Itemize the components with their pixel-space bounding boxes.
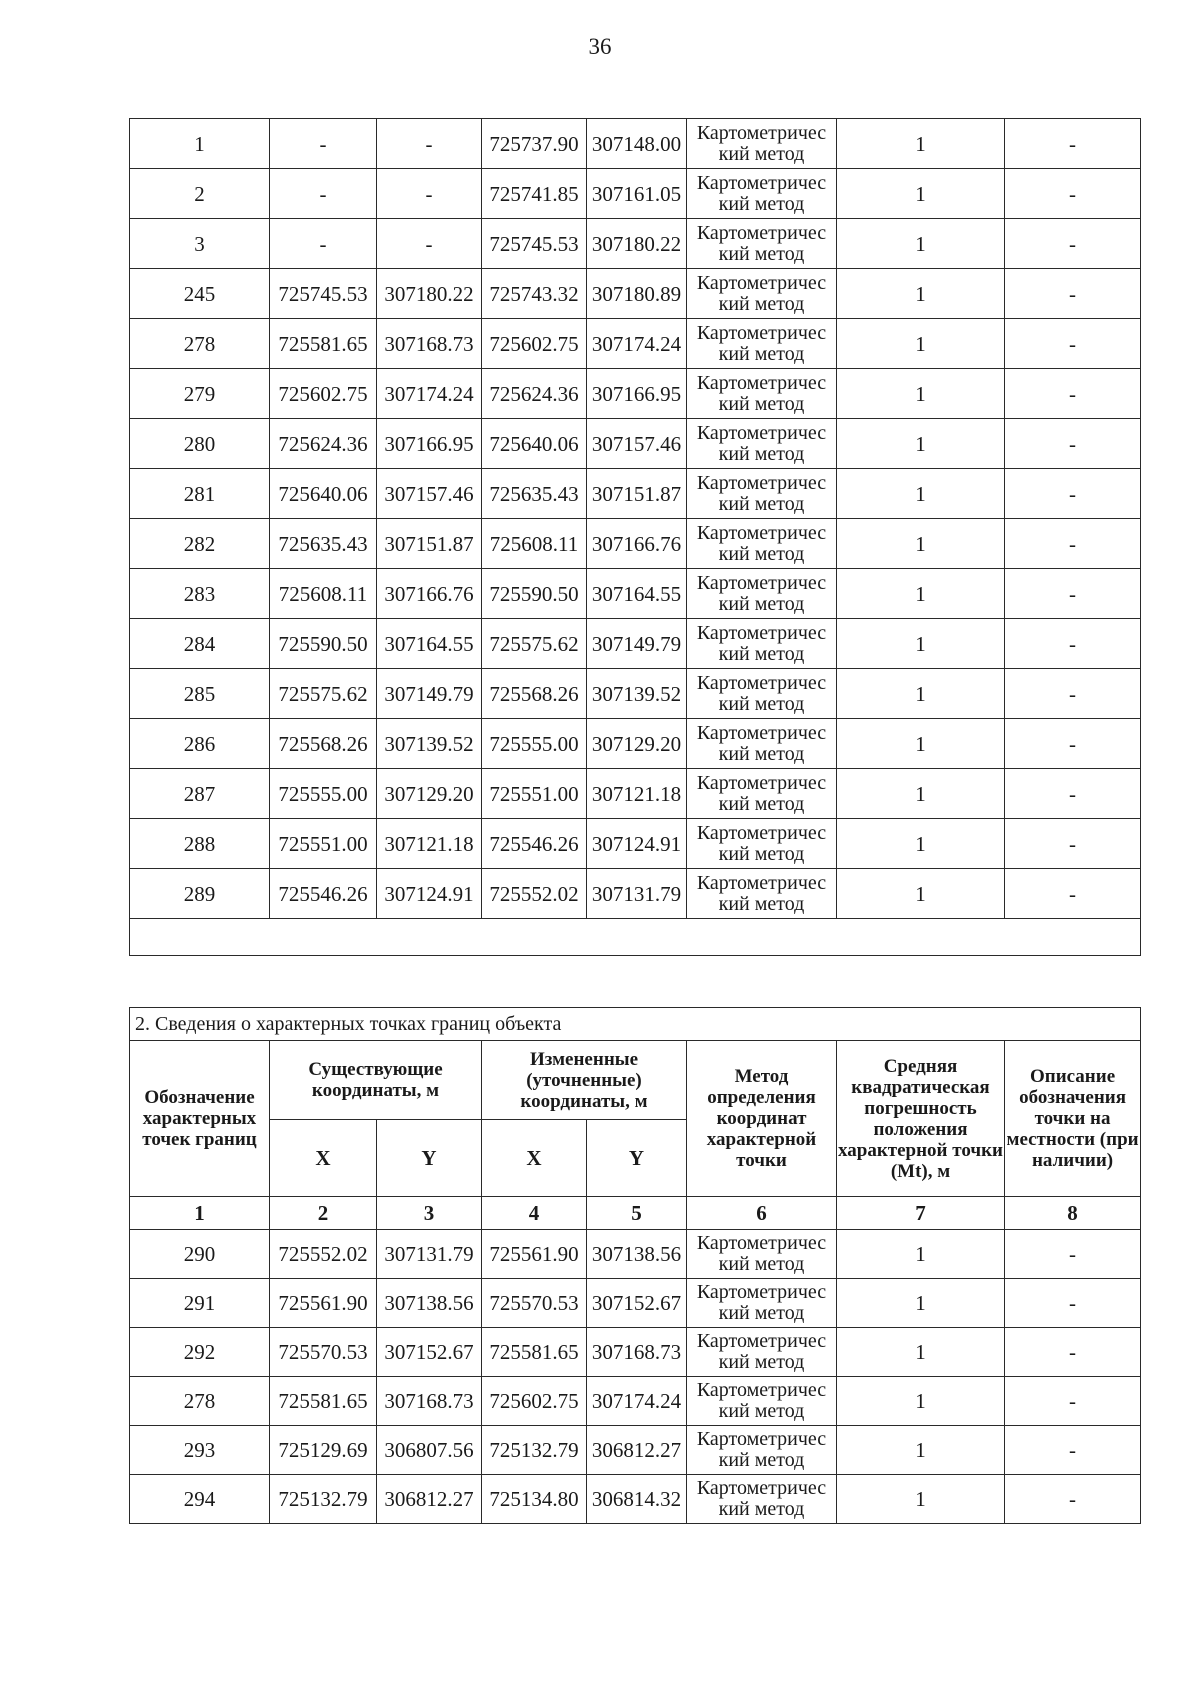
cell-existing-x: - xyxy=(270,169,377,219)
cell-existing-y: 307168.73 xyxy=(377,319,482,369)
cell-existing-y: 307166.76 xyxy=(377,569,482,619)
cell-changed-y: 307121.18 xyxy=(587,769,687,819)
cell-existing-x: 725640.06 xyxy=(270,469,377,519)
cell-method: Картометричес кий метод xyxy=(687,1328,837,1377)
cell-point: 293 xyxy=(130,1426,270,1475)
cell-method: Картометричес кий метод xyxy=(687,1426,837,1475)
cell-description: - xyxy=(1005,769,1141,819)
cell-error: 1 xyxy=(837,269,1005,319)
header-existing-coords: Существующие координаты, м xyxy=(270,1041,482,1120)
cell-changed-y: 307157.46 xyxy=(587,419,687,469)
cell-error: 1 xyxy=(837,1377,1005,1426)
cell-method: Картометричес кий метод xyxy=(687,719,837,769)
cell-error: 1 xyxy=(837,219,1005,269)
cell-changed-x: 725608.11 xyxy=(482,519,587,569)
cell-method: Картометричес кий метод xyxy=(687,1279,837,1328)
cell-existing-x: 725608.11 xyxy=(270,569,377,619)
column-number: 8 xyxy=(1005,1197,1141,1230)
cell-changed-y: 307164.55 xyxy=(587,569,687,619)
table-row xyxy=(130,119,1141,169)
table-row xyxy=(130,1426,1141,1475)
cell-existing-y: 307138.56 xyxy=(377,1279,482,1328)
cell-description: - xyxy=(1005,819,1141,869)
cell-existing-x: 725546.26 xyxy=(270,869,377,919)
cell-existing-x: 725129.69 xyxy=(270,1426,377,1475)
cell-error: 1 xyxy=(837,869,1005,919)
column-numbers-row xyxy=(130,1197,1141,1230)
cell-changed-x: 725552.02 xyxy=(482,869,587,919)
cell-existing-x: 725602.75 xyxy=(270,369,377,419)
cell-changed-x: 725570.53 xyxy=(482,1279,587,1328)
cell-point: 286 xyxy=(130,719,270,769)
cell-error: 1 xyxy=(837,669,1005,719)
table-row xyxy=(130,419,1141,469)
table-row xyxy=(130,1230,1141,1279)
cell-error: 1 xyxy=(837,569,1005,619)
cell-point: 1 xyxy=(130,119,270,169)
header-description: Описание обозначения точки на местности (при наличии) xyxy=(1005,1041,1141,1197)
cell-method: Картометричес кий метод xyxy=(687,769,837,819)
cell-existing-x: 725590.50 xyxy=(270,619,377,669)
table-row xyxy=(130,369,1141,419)
cell-method: Картометричес кий метод xyxy=(687,569,837,619)
cell-point: 284 xyxy=(130,619,270,669)
header-error: Средняя квадратическая погрешность положения характерной точки (Mt), м xyxy=(837,1041,1005,1197)
cell-method: Картометричес кий метод xyxy=(687,119,837,169)
cell-description: - xyxy=(1005,569,1141,619)
cell-existing-x: 725581.65 xyxy=(270,1377,377,1426)
cell-error: 1 xyxy=(837,1475,1005,1524)
table-row xyxy=(130,769,1141,819)
cell-point: 281 xyxy=(130,469,270,519)
cell-changed-x: 725602.75 xyxy=(482,319,587,369)
cell-method: Картометричес кий метод xyxy=(687,469,837,519)
cell-existing-y: 307157.46 xyxy=(377,469,482,519)
cell-point: 282 xyxy=(130,519,270,569)
cell-changed-x: 725640.06 xyxy=(482,419,587,469)
cell-error: 1 xyxy=(837,1230,1005,1279)
cell-existing-y: 307124.91 xyxy=(377,869,482,919)
cell-existing-x: 725555.00 xyxy=(270,769,377,819)
cell-point: 287 xyxy=(130,769,270,819)
table-row xyxy=(130,819,1141,869)
cell-existing-y: 306807.56 xyxy=(377,1426,482,1475)
cell-method: Картометричес кий метод xyxy=(687,869,837,919)
cell-changed-y: 307149.79 xyxy=(587,619,687,669)
cell-error: 1 xyxy=(837,169,1005,219)
header-existing-y: Y xyxy=(377,1120,482,1197)
section-title: 2. Сведения о характерных точках границ объекта xyxy=(130,1008,1141,1041)
cell-existing-y: 307121.18 xyxy=(377,819,482,869)
cell-changed-y: 307168.73 xyxy=(587,1328,687,1377)
table-row xyxy=(130,669,1141,719)
column-number: 2 xyxy=(270,1197,377,1230)
cell-changed-y: 306814.32 xyxy=(587,1475,687,1524)
cell-changed-x: 725132.79 xyxy=(482,1426,587,1475)
cell-existing-x: 725581.65 xyxy=(270,319,377,369)
cell-changed-x: 725551.00 xyxy=(482,769,587,819)
cell-point: 292 xyxy=(130,1328,270,1377)
cell-point: 285 xyxy=(130,669,270,719)
cell-description: - xyxy=(1005,1475,1141,1524)
cell-changed-x: 725602.75 xyxy=(482,1377,587,1426)
cell-error: 1 xyxy=(837,1279,1005,1328)
cell-method: Картометричес кий метод xyxy=(687,319,837,369)
cell-point: 291 xyxy=(130,1279,270,1328)
cell-description: - xyxy=(1005,869,1141,919)
cell-point: 278 xyxy=(130,1377,270,1426)
cell-existing-x: - xyxy=(270,219,377,269)
cell-point: 2 xyxy=(130,169,270,219)
column-number: 4 xyxy=(482,1197,587,1230)
cell-changed-y: 307174.24 xyxy=(587,1377,687,1426)
table-row xyxy=(130,619,1141,669)
cell-existing-y: 307168.73 xyxy=(377,1377,482,1426)
cell-existing-y: 306812.27 xyxy=(377,1475,482,1524)
table-row xyxy=(130,219,1141,269)
cell-existing-y: 307131.79 xyxy=(377,1230,482,1279)
cell-changed-y: 307148.00 xyxy=(587,119,687,169)
cell-changed-y: 306812.27 xyxy=(587,1426,687,1475)
cell-method: Картометричес кий метод xyxy=(687,169,837,219)
cell-error: 1 xyxy=(837,819,1005,869)
cell-changed-y: 307174.24 xyxy=(587,319,687,369)
column-number: 3 xyxy=(377,1197,482,1230)
cell-description: - xyxy=(1005,1426,1141,1475)
cell-changed-y: 307138.56 xyxy=(587,1230,687,1279)
cell-error: 1 xyxy=(837,619,1005,669)
cell-description: - xyxy=(1005,619,1141,669)
cell-changed-x: 725635.43 xyxy=(482,469,587,519)
header-existing-x: X xyxy=(270,1120,377,1197)
cell-description: - xyxy=(1005,1279,1141,1328)
cell-point: 289 xyxy=(130,869,270,919)
cell-description: - xyxy=(1005,269,1141,319)
cell-changed-y: 307131.79 xyxy=(587,869,687,919)
cell-changed-x: 725624.36 xyxy=(482,369,587,419)
empty-row xyxy=(130,919,1141,956)
cell-description: - xyxy=(1005,169,1141,219)
cell-existing-y: 307152.67 xyxy=(377,1328,482,1377)
cell-error: 1 xyxy=(837,369,1005,419)
column-number: 6 xyxy=(687,1197,837,1230)
table-row xyxy=(130,1279,1141,1328)
cell-method: Картометричес кий метод xyxy=(687,419,837,469)
cell-changed-x: 725575.62 xyxy=(482,619,587,669)
cell-method: Картометричес кий метод xyxy=(687,269,837,319)
cell-existing-x: 725624.36 xyxy=(270,419,377,469)
cell-changed-x: 725581.65 xyxy=(482,1328,587,1377)
cell-method: Картометричес кий метод xyxy=(687,819,837,869)
cell-changed-x: 725745.53 xyxy=(482,219,587,269)
header-changed-x: X xyxy=(482,1120,587,1197)
cell-description: - xyxy=(1005,419,1141,469)
cell-existing-y: - xyxy=(377,169,482,219)
cell-description: - xyxy=(1005,119,1141,169)
table-row xyxy=(130,519,1141,569)
cell-method: Картометричес кий метод xyxy=(687,519,837,569)
cell-existing-x: 725552.02 xyxy=(270,1230,377,1279)
cell-existing-y: - xyxy=(377,219,482,269)
cell-existing-x: 725570.53 xyxy=(270,1328,377,1377)
column-number: 1 xyxy=(130,1197,270,1230)
cell-method: Картометричес кий метод xyxy=(687,1230,837,1279)
cell-error: 1 xyxy=(837,469,1005,519)
cell-description: - xyxy=(1005,219,1141,269)
cell-changed-y: 307161.05 xyxy=(587,169,687,219)
cell-changed-x: 725741.85 xyxy=(482,169,587,219)
table-row xyxy=(130,569,1141,619)
cell-existing-y: 307164.55 xyxy=(377,619,482,669)
cell-description: - xyxy=(1005,1377,1141,1426)
header-changed-coords: Измененные (уточненные) координаты, м xyxy=(482,1041,687,1120)
table-row xyxy=(130,169,1141,219)
cell-description: - xyxy=(1005,1328,1141,1377)
cell-existing-x: 725561.90 xyxy=(270,1279,377,1328)
page-number: 36 xyxy=(588,34,612,59)
cell-error: 1 xyxy=(837,519,1005,569)
cell-description: - xyxy=(1005,469,1141,519)
table-row xyxy=(130,1328,1141,1377)
cell-existing-y: 307166.95 xyxy=(377,419,482,469)
cell-changed-y: 307139.52 xyxy=(587,669,687,719)
cell-existing-y: - xyxy=(377,119,482,169)
header-changed-y: Y xyxy=(587,1120,687,1197)
table-2-header xyxy=(130,1008,1141,1230)
cell-point: 294 xyxy=(130,1475,270,1524)
table-row xyxy=(130,469,1141,519)
cell-existing-x: - xyxy=(270,119,377,169)
cell-description: - xyxy=(1005,369,1141,419)
cell-changed-y: 307151.87 xyxy=(587,469,687,519)
cell-changed-y: 307166.95 xyxy=(587,369,687,419)
cell-changed-y: 307152.67 xyxy=(587,1279,687,1328)
cell-changed-x: 725561.90 xyxy=(482,1230,587,1279)
table-1-body xyxy=(130,119,1141,956)
cell-point: 278 xyxy=(130,319,270,369)
cell-description: - xyxy=(1005,319,1141,369)
cell-changed-y: 307129.20 xyxy=(587,719,687,769)
cell-existing-x: 725575.62 xyxy=(270,669,377,719)
cell-error: 1 xyxy=(837,1426,1005,1475)
cell-error: 1 xyxy=(837,119,1005,169)
cell-changed-y: 307180.89 xyxy=(587,269,687,319)
header-point: Обозначение характерных точек границ xyxy=(130,1041,270,1197)
cell-point: 280 xyxy=(130,419,270,469)
cell-method: Картометричес кий метод xyxy=(687,1475,837,1524)
cell-error: 1 xyxy=(837,769,1005,819)
cell-method: Картометричес кий метод xyxy=(687,1377,837,1426)
cell-changed-x: 725743.32 xyxy=(482,269,587,319)
table-row xyxy=(130,719,1141,769)
cell-changed-x: 725737.90 xyxy=(482,119,587,169)
table-row xyxy=(130,1377,1141,1426)
table-row xyxy=(130,869,1141,919)
cell-description: - xyxy=(1005,669,1141,719)
cell-point: 279 xyxy=(130,369,270,419)
cell-existing-y: 307129.20 xyxy=(377,769,482,819)
cell-changed-x: 725134.80 xyxy=(482,1475,587,1524)
cell-existing-x: 725745.53 xyxy=(270,269,377,319)
cell-point: 290 xyxy=(130,1230,270,1279)
cell-description: - xyxy=(1005,1230,1141,1279)
boundary-points-table xyxy=(129,1007,1141,1524)
cell-error: 1 xyxy=(837,1328,1005,1377)
table-row xyxy=(130,269,1141,319)
cell-method: Картометричес кий метод xyxy=(687,369,837,419)
table-row xyxy=(130,1475,1141,1524)
cell-changed-x: 725555.00 xyxy=(482,719,587,769)
cell-method: Картометричес кий метод xyxy=(687,619,837,669)
cell-existing-y: 307139.52 xyxy=(377,719,482,769)
cell-changed-x: 725590.50 xyxy=(482,569,587,619)
cell-point: 288 xyxy=(130,819,270,869)
cell-method: Картометричес кий метод xyxy=(687,219,837,269)
table-2-body xyxy=(130,1230,1141,1524)
cell-existing-x: 725551.00 xyxy=(270,819,377,869)
cell-existing-x: 725568.26 xyxy=(270,719,377,769)
cell-point: 283 xyxy=(130,569,270,619)
cell-changed-x: 725546.26 xyxy=(482,819,587,869)
cell-description: - xyxy=(1005,719,1141,769)
cell-point: 245 xyxy=(130,269,270,319)
cell-description: - xyxy=(1005,519,1141,569)
cell-changed-y: 307166.76 xyxy=(587,519,687,569)
cell-changed-y: 307124.91 xyxy=(587,819,687,869)
boundary-points-table-continued xyxy=(129,118,1141,956)
cell-existing-y: 307180.22 xyxy=(377,269,482,319)
cell-method: Картометричес кий метод xyxy=(687,669,837,719)
cell-existing-x: 725132.79 xyxy=(270,1475,377,1524)
cell-error: 1 xyxy=(837,419,1005,469)
cell-changed-y: 307180.22 xyxy=(587,219,687,269)
cell-error: 1 xyxy=(837,719,1005,769)
cell-existing-y: 307174.24 xyxy=(377,369,482,419)
cell-changed-x: 725568.26 xyxy=(482,669,587,719)
cell-existing-y: 307151.87 xyxy=(377,519,482,569)
table-row xyxy=(130,319,1141,369)
column-number: 7 xyxy=(837,1197,1005,1230)
cell-error: 1 xyxy=(837,319,1005,369)
column-number: 5 xyxy=(587,1197,687,1230)
cell-point: 3 xyxy=(130,219,270,269)
header-method: Метод определения координат характерной точки xyxy=(687,1041,837,1197)
cell-existing-y: 307149.79 xyxy=(377,669,482,719)
cell-existing-x: 725635.43 xyxy=(270,519,377,569)
